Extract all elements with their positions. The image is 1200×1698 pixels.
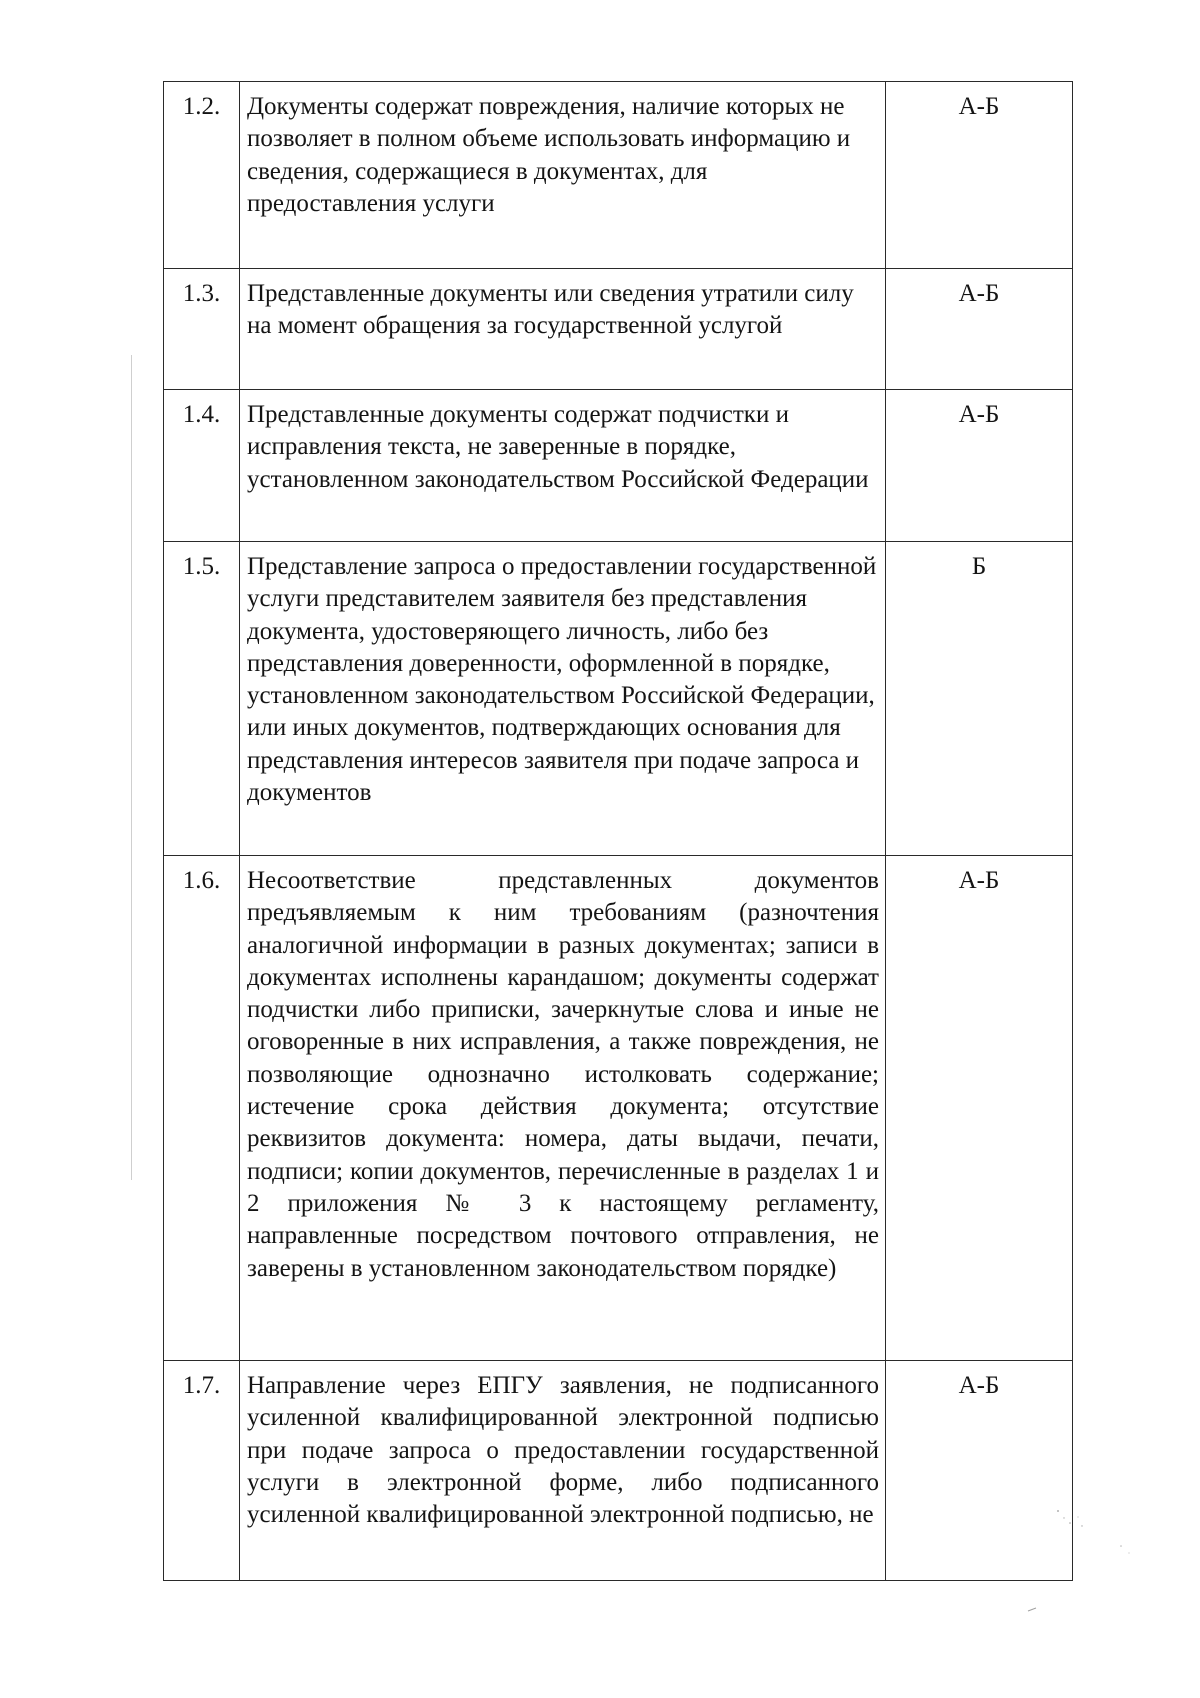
row-number: 1.5. xyxy=(164,542,240,856)
row-code: Б xyxy=(886,542,1073,856)
scan-noise xyxy=(1000,1498,1200,1698)
row-number: 1.2. xyxy=(164,82,240,269)
table-row xyxy=(164,269,1073,390)
row-number: 1.7. xyxy=(164,1361,240,1581)
row-text: Несоответствие представленных документов предъявляемым к ним требованиям (разночтения аналогичной информации в разных документах; записи в документах исполнены карандашом; документы содержат подчистки либо приписки, зачеркнутые слова и иные не оговоренные в них исправления, а также повреждения, не позволяющие однозначно истолковать содержание; истечение срока действия документа; отсутствие реквизитов документа: номера, даты выдачи, печати, подписи; копии документов, перечисленные в разделах 1 и 2 приложения № 3 к настоящему регламенту, направленные посредством почтового отправления, не заверены в установленном законодательством порядке) xyxy=(240,856,886,1361)
row-text: Представленные документы содержат подчистки и исправления текста, не заверенные в порядке, установленном законодательством Российской Федерации xyxy=(240,390,886,542)
table-row xyxy=(164,542,1073,856)
row-text: Представленные документы или сведения утратили силу на момент обращения за государственной услугой xyxy=(240,269,886,390)
scan-margin-line xyxy=(131,355,132,1180)
table-row xyxy=(164,856,1073,1361)
row-code: А-Б xyxy=(886,390,1073,542)
row-number: 1.3. xyxy=(164,269,240,390)
table-row xyxy=(164,1361,1073,1581)
table-row xyxy=(164,390,1073,542)
refusal-grounds-table xyxy=(163,81,1073,1581)
table-row xyxy=(164,82,1073,269)
row-code: А-Б xyxy=(886,856,1073,1361)
row-code: А-Б xyxy=(886,82,1073,269)
row-code: А-Б xyxy=(886,269,1073,390)
row-number: 1.6. xyxy=(164,856,240,1361)
row-number: 1.4. xyxy=(164,390,240,542)
row-text: Представление запроса о предоставлении государственной услуги представителем заявителя без представления документа, удостоверяющего личность, либо без представления доверенности, оформленной в порядке, установленном законодательством Российской Федерации, или иных документов, подтверждающих основания для представления интересов заявителя при подаче запроса и документов xyxy=(240,542,886,856)
row-text: Документы содержат повреждения, наличие которых не позволяет в полном объеме использовать информацию и сведения, содержащиеся в документах, для предоставления услуги xyxy=(240,82,886,269)
row-code: А-Б xyxy=(886,1361,1073,1581)
row-text: Направление через ЕПГУ заявления, не подписанного усиленной квалифицированной электронной подписью при подаче запроса о предоставлении государственной услуги в электронной форме, либо подписанного усиленной квалифицированной электронной подписью, не xyxy=(240,1361,886,1581)
